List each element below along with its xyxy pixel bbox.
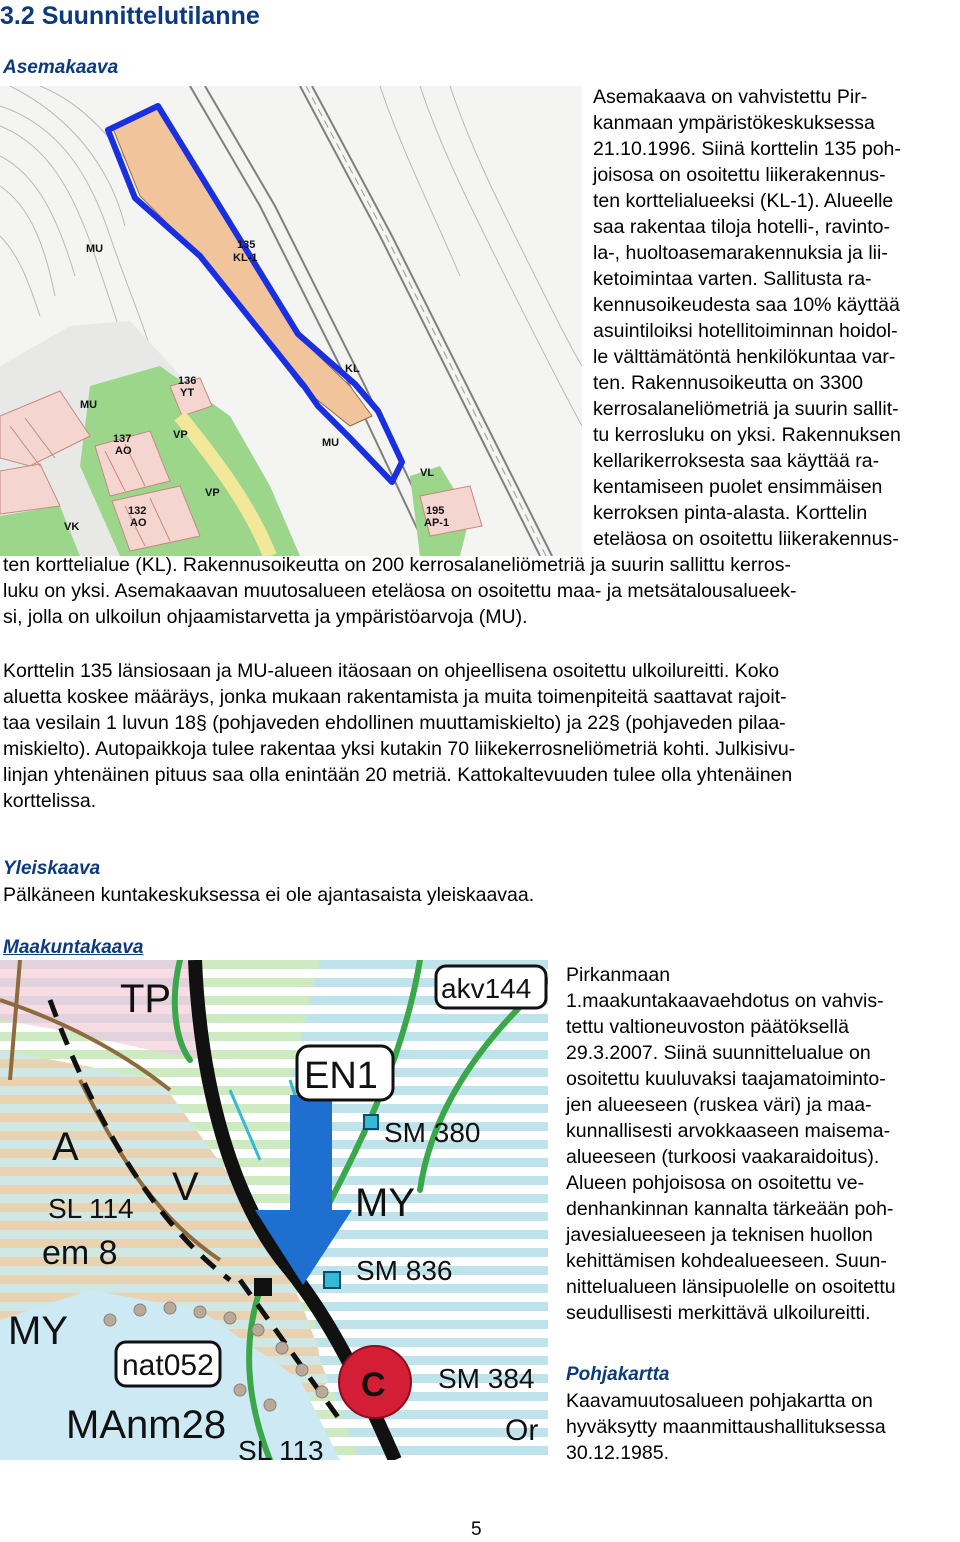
page-number: 5 [471, 1519, 482, 1540]
paragraph-line: miskielto). Autopaikkoja tulee rakentaa yksi kutakin 70 liikekerrosneliömetriä kohti. Julkisivu- [3, 738, 796, 760]
yleiskaava-heading: Yleiskaava [3, 858, 101, 879]
asemakaava-side-line: Asemakaava on vahvistettu Pir- [593, 86, 868, 108]
pohjakartta-line: 30.12.1985. [566, 1442, 670, 1464]
label-mu-c: MU [322, 437, 340, 449]
label-vp-a: VP [173, 429, 188, 441]
maakuntakaava-map [0, 960, 548, 1460]
paragraph-line: korttelissa. [3, 790, 97, 812]
label-ao-code-a: AO [115, 445, 132, 457]
label-yt-block: 136 [178, 375, 197, 387]
paragraph-line: taa vesilain 1 luvun 18§ (pohjaveden ehdollinen muuttamiskielto) ja 22§ (pohjaveden pilaa- [3, 712, 786, 734]
label-ao-code-b: AO [130, 517, 147, 529]
label-em8: em 8 [42, 1234, 118, 1272]
maakuntakaava-side-line: Alueen pohjoisosa on osoitettu ve- [566, 1172, 865, 1194]
asemakaava-side-line: ten. Rakennusoikeutta on 3300 [593, 372, 863, 394]
maakuntakaava-side-line: denhankinnan kannalta tärkeään poh- [566, 1198, 894, 1220]
label-tp: TP [120, 977, 172, 1021]
label-ap-code: AP-1 [424, 517, 450, 529]
maakuntakaava-side-line: 29.3.2007. Siinä suunnittelualue on [566, 1042, 871, 1064]
maakuntakaava-side-line: Pirkanmaan [566, 964, 671, 986]
asemakaava-side-line: le välttämätöntä henkilökuntaa var- [593, 346, 896, 368]
paragraph-line: Korttelin 135 länsiosaan ja MU-alueen itäosaan on ohjeellisena osoitettu ulkoilureitti. Koko [3, 660, 780, 682]
section-title: 3.2 Suunnittelutilanne [0, 2, 260, 30]
maakuntakaava-side-line: jen alueeseen (ruskea väri) ja maa- [566, 1094, 872, 1116]
asemakaava-side-line: 21.10.1996. Siinä korttelin 135 poh- [593, 138, 901, 160]
label-sm380: SM 380 [384, 1117, 481, 1148]
label-vk: VK [64, 521, 80, 533]
maakuntakaava-side-line: kunnallisesti arvokkaaseen maisema- [566, 1120, 891, 1142]
maakuntakaava-side-line: seudullisesti merkittävä ulkoilureitti. [566, 1302, 871, 1324]
label-sm836: SM 836 [356, 1255, 453, 1286]
maakuntakaava-side-line: 1.maakuntakaavaehdotus on vahvis- [566, 990, 884, 1012]
pohjakartta-line: hyväksytty maanmittaushallituksessa [566, 1416, 886, 1438]
asemakaava-side-line: saa rakentaa tiloja hotelli-, ravinto- [593, 216, 890, 238]
asemakaava-side-line: joisosa on osoitettu liikerakennus- [593, 164, 886, 186]
paragraph-line: linjan yhtenäinen pituus saa olla enintään 20 metriä. Kattokaltevuuden tulee olla yhtenäinen [3, 764, 793, 786]
label-ao-block-b: 132 [128, 505, 147, 517]
asemakaava-full-line: luku on yksi. Asemakaavan muutosalueen eteläosa on osoitettu maa- ja metsätalousalueek- [3, 580, 797, 602]
label-sl114: SL 114 [48, 1193, 134, 1224]
maakuntakaava-side-line: osoitettu kuuluvaksi taajamatoiminto- [566, 1068, 886, 1090]
label-en1: EN1 [304, 1055, 378, 1097]
label-c: C [361, 1366, 386, 1404]
pohjakartta-heading: Pohjakartta [566, 1364, 670, 1385]
label-my-b: MY [8, 1309, 68, 1353]
maakuntakaava-side-line: tettu valtioneuvoston päätöksellä [566, 1016, 849, 1038]
asemakaava-side-line: kerroksen pinta-alasta. Korttelin [593, 502, 868, 524]
label-nat: nat052 [122, 1349, 214, 1382]
asemakaava-side-line: kennusoikeudesta saa 10% käyttää [593, 294, 900, 316]
label-manm: MAnm28 [66, 1403, 227, 1447]
label-kl: KL [345, 363, 360, 375]
label-mu-a: MU [86, 243, 104, 255]
label-kl1-code: KL-1 [233, 252, 258, 264]
asemakaava-map [0, 86, 582, 556]
label-v: V [172, 1165, 199, 1209]
label-a: A [52, 1125, 79, 1169]
maakuntakaava-side-line: alueeseen (turkoosi vaakaraidoitus). [566, 1146, 880, 1168]
asemakaava-side-line: ketoimintaa varten. Sallitusta ra- [593, 268, 872, 290]
asemakaava-full-line: ten korttelialue (KL). Rakennusoikeutta on 200 kerrosalaneliömetriä ja suurin sallittu kerros- [3, 554, 791, 576]
maakuntakaava-side-line: kehittämisen kohdealueeseen. Suun- [566, 1250, 887, 1272]
label-ap-block: 195 [426, 505, 445, 517]
asemakaava-side-line: la-, huoltoasemarakennuksia ja lii- [593, 242, 888, 264]
asemakaava-side-line: tu kerrosluku on yksi. Rakennuksen [593, 424, 901, 446]
label-mu-b: MU [80, 399, 98, 411]
maakuntakaava-side-line: nittelualueen länsipuolelle on osoitettu [566, 1276, 896, 1298]
label-or: Or [505, 1414, 539, 1447]
label-sl113: SL 113 [238, 1435, 324, 1460]
label-sm384: SM 384 [438, 1363, 535, 1394]
label-ao-block-a: 137 [113, 433, 132, 445]
label-kl1-block: 135 [237, 239, 256, 251]
maakuntakaava-map-graphic [0, 960, 548, 1460]
asemakaava-side-line: eteläosa on osoitettu liikerakennus- [593, 528, 899, 550]
asemakaava-full-line: si, jolla on ulkoilun ohjaamistarvetta ja ympäristöarvoja (MU). [3, 606, 528, 628]
maakuntakaava-side-line: javesialueeseen ja teknisen huollon [566, 1224, 873, 1246]
label-yt-code: YT [180, 387, 195, 399]
label-akv: akv144 [441, 973, 532, 1004]
asemakaava-side-line: ten korttelialueeksi (KL-1). Alueelle [593, 190, 894, 212]
pohjakartta-line: Kaavamuutosalueen pohjakartta on [566, 1390, 873, 1412]
asemakaava-side-line: asuintiloiksi hotellitoiminnan hoidol- [593, 320, 898, 342]
label-my-a: MY [355, 1181, 415, 1225]
label-vl: VL [420, 467, 435, 479]
asemakaava-heading: Asemakaava [3, 57, 119, 78]
asemakaava-side-line: kentamiseen puolet ensimmäisen [593, 476, 883, 498]
label-vp-b: VP [205, 487, 220, 499]
yleiskaava-text: Pälkäneen kuntakeskuksessa ei ole ajantasaista yleiskaavaa. [3, 884, 535, 906]
asemakaava-map-graphic [0, 86, 582, 556]
asemakaava-side-line: kerrosalaneliömetriä ja suurin sallit- [593, 398, 899, 420]
asemakaava-side-line: kellarikerroksesta saa käyttää ra- [593, 450, 880, 472]
asemakaava-side-line: kanmaan ympäristökeskuksessa [593, 112, 875, 134]
paragraph-line: aluetta koskee määräys, jonka mukaan rakentamista ja muita toimenpiteitä saattavat rajoit- [3, 686, 787, 708]
maakuntakaava-heading: Maakuntakaava [3, 937, 144, 958]
